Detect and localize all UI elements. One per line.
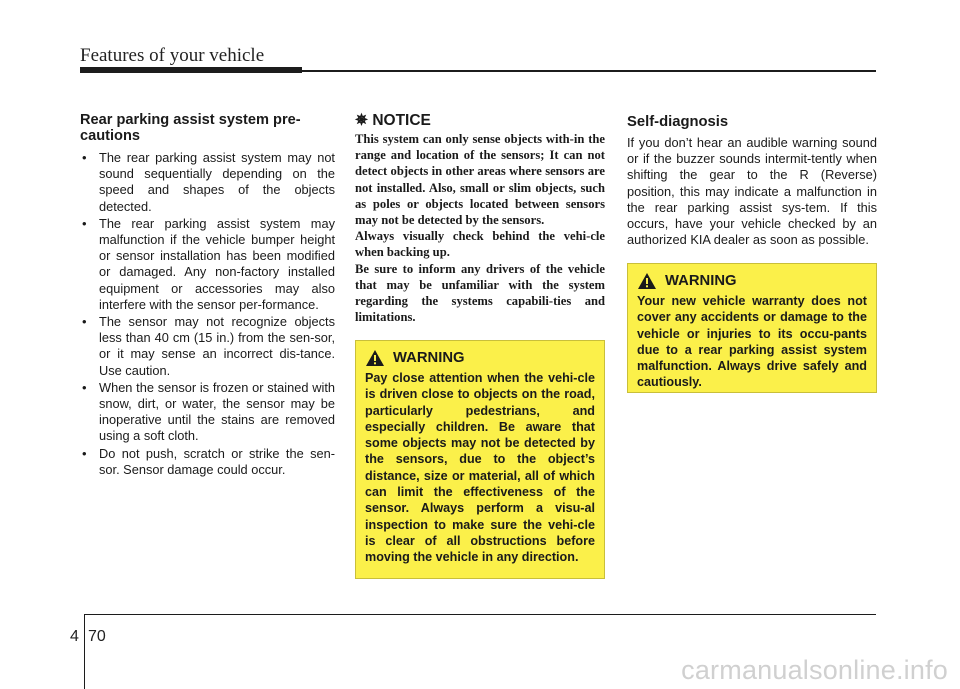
header-thin-rule [302,70,876,72]
footer-rule [84,614,876,615]
notice-body [355,131,605,325]
self-diagnosis-text: If you don’t hear an audible warning sound or if the buzzer sounds intermit-tently when shifting the gear to the R (Reverse) position, this may indicate a malfunction in the rear parking assist sys-tem. If this occurs, have your vehicle checked by an authorized KIA dealer as soon as possible. [627,135,877,248]
warning-box-warranty [627,263,877,393]
notice-title: NOTICE [372,112,431,129]
warning-triangle-icon [637,272,657,290]
precautions-heading: Rear parking assist system pre-cautions [80,112,301,144]
warning-triangle-icon [365,349,385,367]
precautions-list [80,150,335,478]
warning-text: Pay close attention when the vehi-cle is driven close to objects on the road, particularly pedestrians, and especially children. Be aware that some objects may not be detected by the sensors, due to the object’s distance, size or material, all of which can limit the effectiveness of the sensor. Always perform a visu-al inspection to make sure the vehi-cle is clear of all obstructions before moving the vehicle in any direction. [365,371,595,565]
footer-divider [84,614,85,689]
left-column [80,112,335,479]
header-thick-rule [80,67,302,73]
warning-title-row [637,272,867,290]
watermark: carmanualsonline.info [681,655,948,685]
notice-paragraph: Be sure to inform any drivers of the vehicle that may be unfamiliar with the system regarding the systems capabili-ties and limitations. [355,261,605,325]
chapter-number: 4 [70,628,79,645]
warning-title: WARNING [393,350,465,366]
right-column [627,112,877,248]
notice-paragraph: This system can only sense objects with-in the range and location of the sensors; It can not detect objects in other areas where sensors are not installed. Also, small or slim objects, such as poles or objects located between sensors may not be detected by the sensors. [355,132,605,228]
notice-paragraph: Always visually check behind the vehi-cle when backing up. [355,229,605,260]
notice-star-icon: ✵ [355,112,368,129]
warning-box-sensors [355,340,605,579]
precaution-item: • The rear parking assist system may malfunction if the vehicle bumper height or sensor installation has been modified or damaged. Any non-factory installed equipment or accessories may also interfere with the sensor per-formance. [80,216,335,313]
precaution-item: • The sensor may not recognize objects less than 40 cm (15 in.) from the sen-sor, or it may sense an incorrect dis-tance. Use caution. [80,314,335,379]
precaution-item: • Do not push, scratch or strike the sen-sor. Sensor damage could occur. [80,446,335,478]
page-header-title: Features of your vehicle [80,45,265,66]
page-number: 70 [88,628,106,645]
notice-heading [355,112,605,129]
self-diagnosis-heading: Self-diagnosis [627,114,729,130]
precaution-item: • When the sensor is frozen or stained with snow, dirt, or water, the sensor may be inoperative until the stains are removed using a soft cloth. [80,380,335,445]
warning-title: WARNING [665,273,737,289]
warning-text: Your new vehicle warranty does not cover any accidents or damage to the vehicle or injuries to its occu-pants due to a rear parking assist system malfunction. Always drive safely and cautiously. [637,294,867,390]
middle-column [355,112,605,325]
precaution-item: • The rear parking assist system may not sound sequentially depending on the speed and shapes of the objects detected. [80,150,335,215]
warning-title-row [365,349,595,367]
